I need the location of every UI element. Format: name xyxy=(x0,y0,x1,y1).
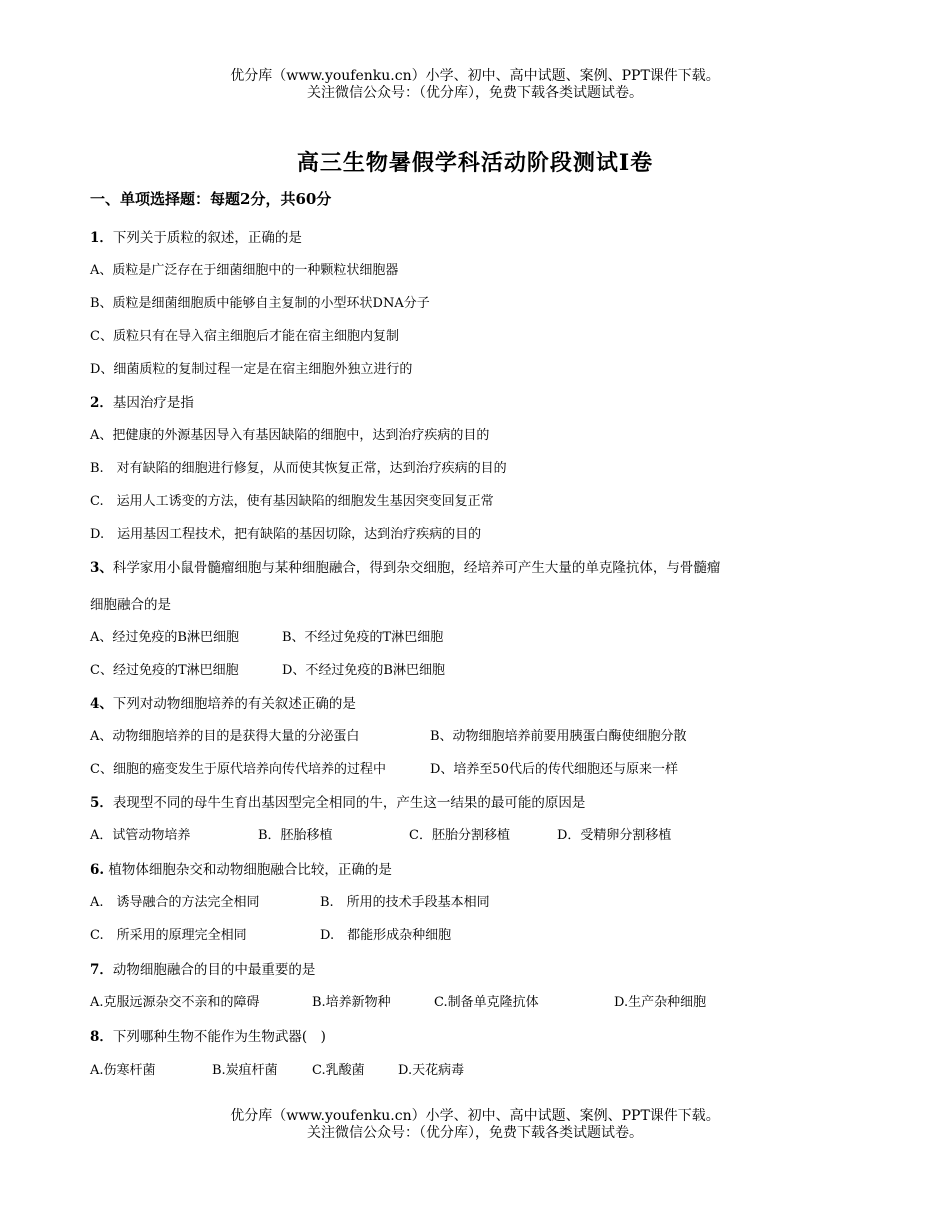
question-stem: 基因治疗是指 xyxy=(112,395,194,411)
question-stem: 下列关于质粒的叙述，正确的是 xyxy=(112,230,302,246)
q2-option-c: C. 运用人工诱变的方法，使有基因缺陷的细胞发生基因突变回复正常 xyxy=(90,494,494,509)
question-number: 8． xyxy=(90,1029,113,1045)
q7-option-a: A.克服远源杂交不亲和的障碍 xyxy=(90,995,260,1010)
q2-option-a: A、把健康的外源基因导入有基因缺陷的细胞中，达到治疗疾病的目的 xyxy=(90,428,490,443)
question-1 xyxy=(90,226,302,246)
q1-option-b: B、质粒是细菌细胞质中能够自主复制的小型环状DNA分子 xyxy=(90,296,430,311)
question-stem: 表现型不同的母牛生育出基因型完全相同的牛，产生这一结果的最可能的原因是 xyxy=(112,795,586,811)
q7-option-c: C.制备单克隆抗体 xyxy=(434,995,539,1010)
q7-options-row xyxy=(90,991,706,1010)
question-number: 7． xyxy=(90,962,113,978)
q2-option-d: D. 运用基因工程技术，把有缺陷的基因切除，达到治疗疾病的目的 xyxy=(90,527,482,542)
q8-option-c: C.乳酸菌 xyxy=(312,1063,365,1078)
question-4 xyxy=(90,692,356,712)
q3-option-d: D、不经过免疫的B淋巴细胞 xyxy=(282,663,445,678)
q8-options-row xyxy=(90,1059,464,1078)
q3-options-row-2 xyxy=(90,659,445,678)
question-3-stem-continued: 细胞融合的是 xyxy=(90,597,171,613)
q8-option-b: B.炭疽杆菌 xyxy=(212,1063,278,1078)
footer-line-1: 优分库（www.youfenku.cn）小学、初中、高中试题、案例、PPT课件下载。 xyxy=(230,1108,720,1124)
q5-option-a: A．试管动物培养 xyxy=(90,828,191,843)
q4-options-row-1 xyxy=(90,725,687,744)
q3-option-b: B、不经过免疫的T淋巴细胞 xyxy=(282,630,444,645)
q1-option-c: C、质粒只有在导入宿主细胞后才能在宿主细胞内复制 xyxy=(90,329,399,344)
question-number: 1． xyxy=(90,230,113,246)
q5-option-d: D．受精卵分割移植 xyxy=(557,828,672,843)
page-header xyxy=(0,68,950,102)
page-footer xyxy=(0,1108,950,1142)
q3-option-a: A、经过免疫的B淋巴细胞 xyxy=(90,630,239,645)
question-3 xyxy=(90,556,720,576)
question-7 xyxy=(90,958,315,978)
question-stem: 动物细胞融合的目的中最重要的是 xyxy=(112,962,316,978)
question-stem: 植物体细胞杂交和动物细胞融合比较，正确的是 xyxy=(108,862,392,878)
q5-option-b: B．胚胎移植 xyxy=(258,828,333,843)
q4-options-row-2 xyxy=(90,758,678,777)
q7-option-d: D.生产杂种细胞 xyxy=(614,995,707,1010)
q6-option-a: A. 诱导融合的方法完全相同 xyxy=(90,895,260,910)
question-5 xyxy=(90,791,585,811)
page-title: 高三生物暑假学科活动阶段测试Ⅰ卷 xyxy=(296,150,654,176)
q4-option-a: A、动物细胞培养的目的是获得大量的分泌蛋白 xyxy=(90,729,360,744)
q8-option-d: D.天花病毒 xyxy=(398,1063,465,1078)
q7-option-b: B.培养新物种 xyxy=(312,995,391,1010)
q4-option-b: B、动物细胞培养前要用胰蛋白酶使细胞分散 xyxy=(430,729,687,744)
question-number: 2． xyxy=(90,395,113,411)
question-2 xyxy=(90,391,194,411)
question-stem: 科学家用小鼠骨髓瘤细胞与某种细胞融合，得到杂交细胞，经培养可产生大量的单克隆抗体，与骨髓瘤 xyxy=(112,560,721,576)
q4-option-c: C、细胞的癌变发生于原代培养向传代培养的过程中 xyxy=(90,762,386,777)
question-number: 4、 xyxy=(90,696,113,712)
q3-options-row-1 xyxy=(90,626,443,645)
q6-option-b: B. 所用的技术手段基本相同 xyxy=(320,895,490,910)
question-stem: 下列对动物细胞培养的有关叙述正确的是 xyxy=(112,696,356,712)
q6-options-row-2 xyxy=(90,924,451,943)
q6-option-c: C. 所采用的原理完全相同 xyxy=(90,928,247,943)
section-heading: 一、单项选择题：每题2分，共60分 xyxy=(90,190,332,208)
q4-option-d: D、培养至50代后的传代细胞还与原来一样 xyxy=(430,762,678,777)
header-line-1: 优分库（www.youfenku.cn）小学、初中、高中试题、案例、PPT课件下载。 xyxy=(230,68,720,84)
q3-option-c: C、经过免疫的T淋巴细胞 xyxy=(90,663,239,678)
header-line-2: 关注微信公众号：（优分库），免费下载各类试题试卷。 xyxy=(307,85,643,101)
question-6 xyxy=(90,858,392,878)
q2-option-b: B. 对有缺陷的细胞进行修复，从而使其恢复正常，达到治疗疾病的目的 xyxy=(90,461,507,476)
q5-options-row xyxy=(90,824,671,843)
q1-option-d: D、细菌质粒的复制过程一定是在宿主细胞外独立进行的 xyxy=(90,362,413,377)
question-stem: 下列哪种生物不能作为生物武器( ) xyxy=(112,1029,326,1045)
question-number: 5． xyxy=(90,795,113,811)
question-number: 6. xyxy=(90,862,105,878)
q6-options-row-1 xyxy=(90,891,490,910)
q1-option-a: A、质粒是广泛存在于细菌细胞中的一种颗粒状细胞器 xyxy=(90,263,399,278)
q5-option-c: C．胚胎分割移植 xyxy=(409,828,510,843)
q6-option-d: D. 都能形成杂种细胞 xyxy=(320,928,452,943)
question-number: 3、 xyxy=(90,560,113,576)
footer-line-2: 关注微信公众号：（优分库），免费下载各类试题试卷。 xyxy=(307,1125,643,1141)
question-8 xyxy=(90,1025,326,1045)
q8-option-a: A.伤寒杆菌 xyxy=(90,1063,156,1078)
